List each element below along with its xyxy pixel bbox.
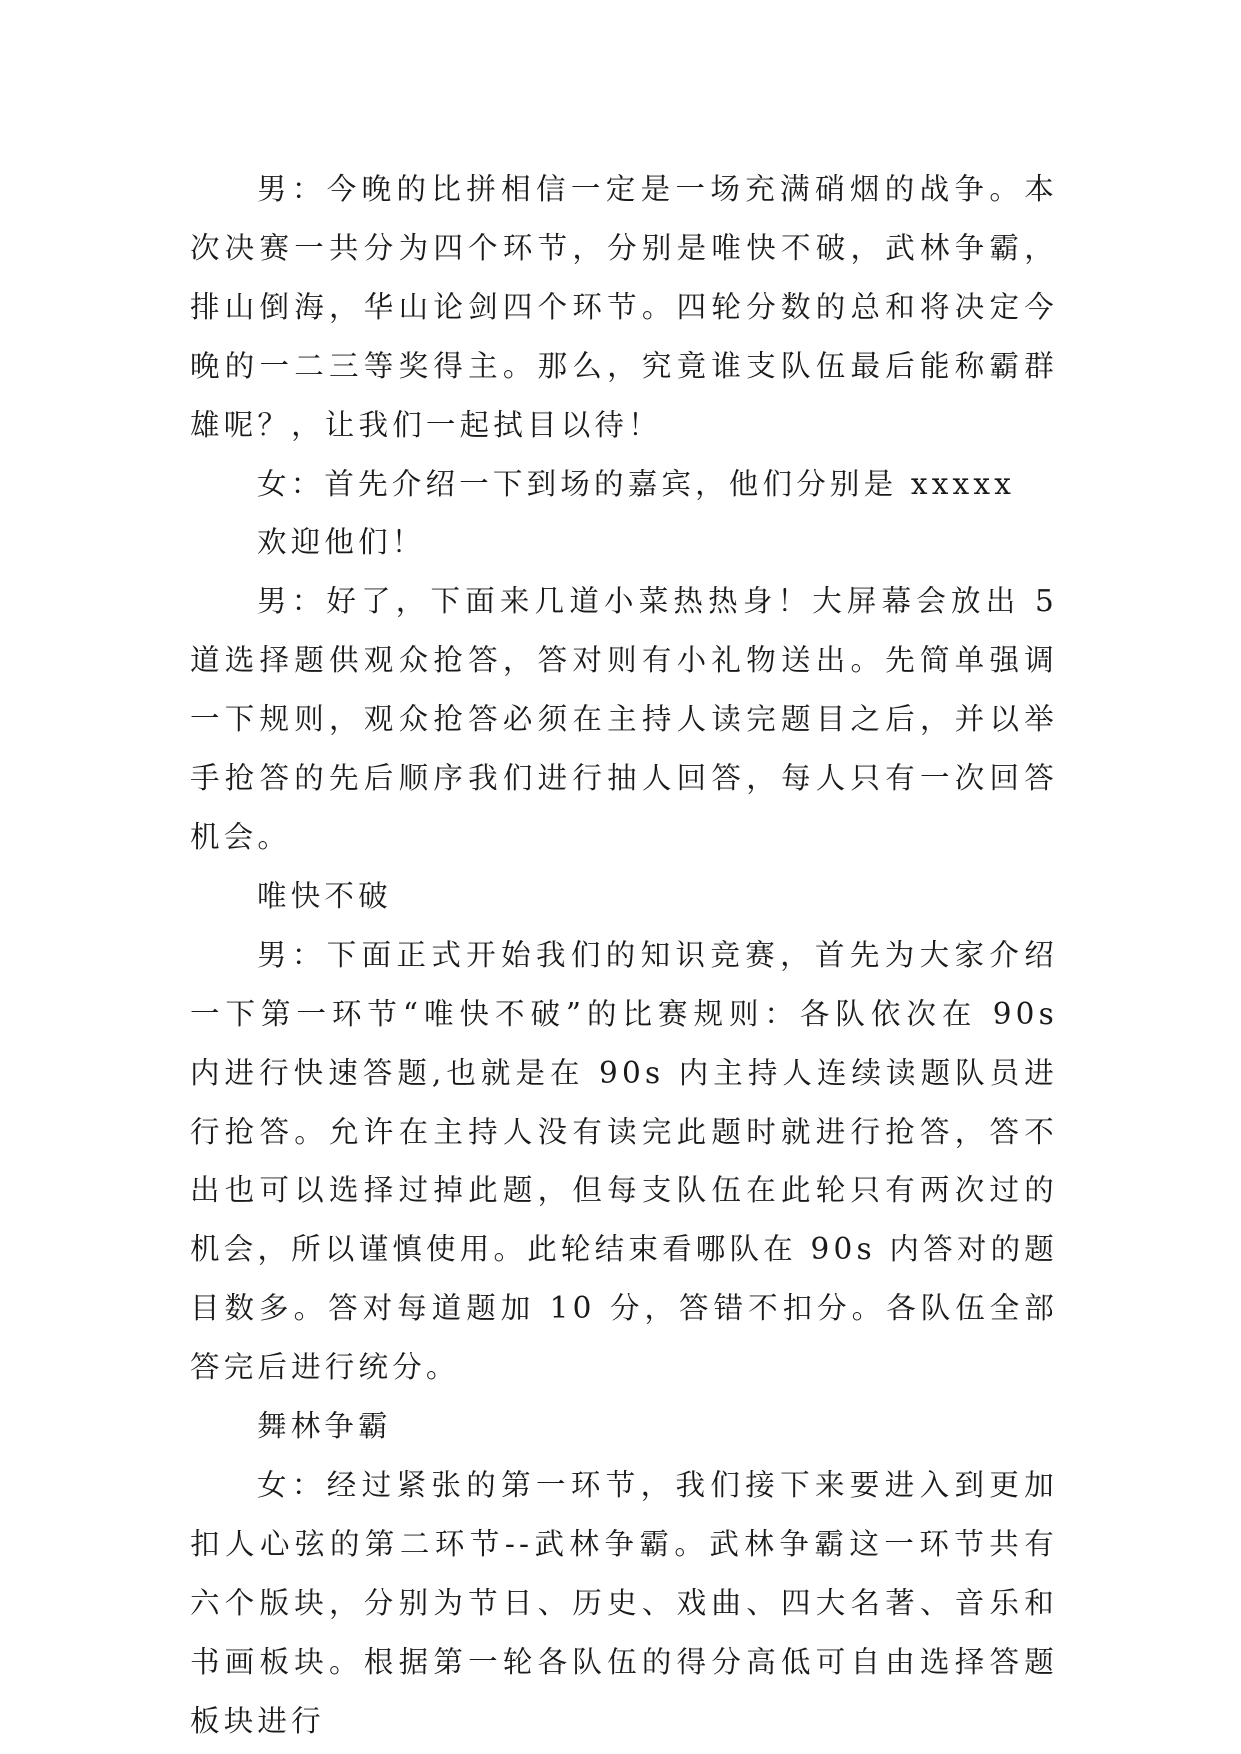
document-body	[190, 160, 1058, 1750]
section-heading-1: 唯快不破	[257, 878, 392, 913]
paragraph-4: 男：好了，下面来几道小菜热热身！大屏幕会放出 5 道选择题供观众抢答，答对则有小礼物送出。先简单强调一下规则，观众抢答必须在主持人读完题目之后，并以举手抢答的先后顺序我们进行抽人回答，每人只有一次回答机会。	[190, 584, 1058, 854]
paragraph-2: 女：首先介绍一下到场的嘉宾，他们分别是 xxxxx	[257, 466, 1016, 501]
paragraph-3: 欢迎他们！	[257, 525, 426, 560]
paragraph-6: 女：经过紧张的第一环节，我们接下来要进入到更加扣人心弦的第二环节--武林争霸。武林争霸这一环节共有六个版块，分别为节日、历史、戏曲、四大名著、音乐和书画板块。根据第一轮各队伍的得分高低可自由选择答题板块进行	[190, 1467, 1058, 1738]
section-heading-2: 舞林争霸	[257, 1409, 392, 1444]
paragraph-5: 男：下面正式开始我们的知识竞赛，首先为大家介绍一下第一环节“唯快不破”的比赛规则：各队依次在 90s 内进行快速答题,也就是在 90s 内主持人连续读题队员进行抢答。允许在主持人没有读完此题时就进行抢答，答不出也可以选择过掉此题，但每支队伍在此轮只有两次过的机会，所以谨慎使用。此轮结束看哪队在 90s 内答对的题目数多。答对每道题加 10 分，答错不扣分。各队伍全部答完后进行统分。	[190, 937, 1058, 1385]
paragraph-1: 男：今晚的比拼相信一定是一场充满硝烟的战争。本次决赛一共分为四个环节，分别是唯快不破，武林争霸，排山倒海，华山论剑四个环节。四轮分数的总和将决定今晚的一二三等奖得主。那么，究竟谁支队伍最后能称霸群雄呢？，让我们一起拭目以待！	[190, 172, 1058, 442]
